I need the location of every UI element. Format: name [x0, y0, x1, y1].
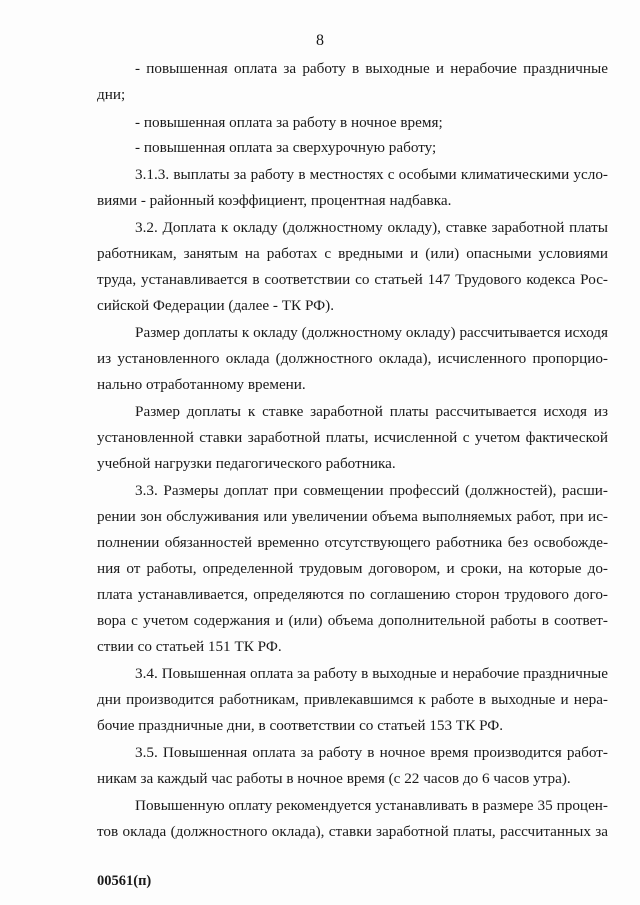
text-line: ствии со статьей 151 ТК РФ.	[97, 638, 282, 655]
text-line: вора с учетом содержания и (или) объема дополнительной работы в соответ-	[97, 612, 608, 629]
text-line: - повышенная оплата за работу в ночное время;	[135, 114, 443, 131]
text-line: труда, устанавливается в соответствии со статьей 147 Трудового кодекса Рос-	[97, 271, 608, 288]
text-line: дни;	[97, 86, 126, 103]
text-line: рении зон обслуживания или увеличении объема выполняемых работ, при ис-	[97, 508, 608, 525]
text-line: установленной ставки заработной платы, исчисленной с учетом фактической	[97, 429, 608, 446]
text-line: полнении обязанностей временно отсутствующего работника без освобожде-	[97, 534, 608, 551]
text-line: бочие праздничные дни, в соответствии со статьей 153 ТК РФ.	[97, 717, 504, 734]
text-line: Размер доплаты к ставке заработной платы рассчитывается исходя из	[135, 403, 608, 420]
text-line: сийской Федерации (далее - ТК РФ).	[97, 297, 334, 314]
text-line: 3.1.3. выплаты за работу в местностях с особыми климатическими усло-	[135, 166, 608, 183]
document-code: 00561(п)	[97, 873, 152, 889]
text-line: Размер доплаты к окладу (должностному окладу) рассчитывается исходя	[135, 324, 608, 341]
text-line: - повышенная оплата за сверхурочную работу;	[135, 139, 437, 156]
text-line: работникам, занятым на работах с вредными и (или) опасными условиями	[97, 245, 608, 262]
text-line: 3.5. Повышенная оплата за работу в ночное время производится работ-	[135, 744, 608, 761]
text-line: Повышенную оплату рекомендуется устанавливать в размере 35 процен-	[135, 797, 608, 814]
text-line: учебной нагрузки педагогического работника.	[97, 455, 396, 472]
text-line: ния от работы, определенной трудовым договором, и сроки, на которые до-	[97, 560, 608, 577]
text-line: 3.2. Доплата к окладу (должностному окладу), ставке заработной платы	[135, 219, 608, 236]
text-line: тов оклада (должностного оклада), ставки заработной платы, рассчитанных за	[97, 823, 608, 840]
text-line: нально отработанному времени.	[97, 376, 306, 393]
text-line: 3.4. Повышенная оплата за работу в выходные и нерабочие праздничные	[135, 665, 608, 682]
text-line: из установленного оклада (должностного оклада), исчисленного пропорцио-	[97, 350, 608, 367]
page-number: 8	[316, 32, 324, 49]
text-line: виями - районный коэффициент, процентная надбавка.	[97, 192, 452, 209]
text-line: дни производится работникам, привлекавшимся к работе в выходные и нера-	[97, 691, 608, 708]
text-line: - повышенная оплата за работу в выходные и нерабочие праздничные	[135, 60, 608, 77]
text-line: плата устанавливается, определяются по соглашению сторон трудового дого-	[97, 586, 608, 603]
text-line: 3.3. Размеры доплат при совмещении профессий (должностей), расши-	[135, 482, 608, 499]
text-line: никам за каждый час работы в ночное время (с 22 часов до 6 часов утра).	[97, 770, 571, 787]
